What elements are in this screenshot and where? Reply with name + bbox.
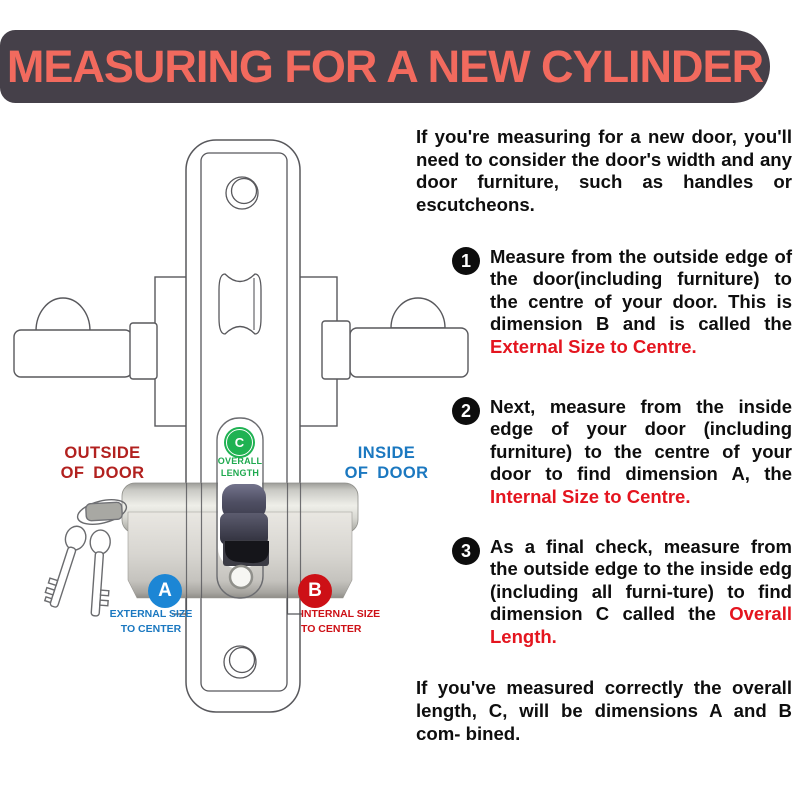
step-2-body: Next, measure from the inside edge of your door (including furniture) to the centre of your door to find dimension A, the (490, 396, 792, 485)
overall-length-line1: OVERALL (217, 456, 263, 466)
left-handle-neck (130, 323, 157, 379)
cylinder-screw-hole (230, 566, 252, 588)
dimension-c-badge (224, 427, 255, 458)
left-handle-hump (36, 298, 90, 331)
external-size-line1: EXTERNAL SIZE (109, 608, 193, 620)
hanging-key-2 (85, 529, 113, 616)
step-2-highlight: Internal Size to Centre. (490, 485, 691, 507)
external-size-label (98, 607, 204, 636)
step-2-number-badge: 2 (452, 397, 480, 425)
overall-length-label (216, 456, 264, 479)
bottom-screw-hole (224, 646, 256, 678)
step-3-body: As a final check, measure from the outside edge to the inside edg (including all furni-ture) to find dimension C called the (490, 536, 792, 625)
intro-paragraph: If you're measuring for a new door, you'll need to consider the door's width and any door furniture, such as handles or escutcheons. (416, 126, 792, 215)
step-1-number-badge: 1 (452, 247, 480, 275)
external-size-line2: TO CENTER (120, 622, 182, 635)
thumbturn-knob (219, 274, 261, 334)
right-handle-grip (350, 328, 468, 377)
dimension-b-badge: B (298, 574, 332, 608)
step-1-highlight: External Size to Centre. (490, 335, 697, 357)
step-1-body: Measure from the outside edge of the door(including furniture) to the centre of your door. This is dimension B and is called the (490, 246, 792, 335)
outside-label-line1: OUTSIDE (64, 444, 141, 462)
inside-label-line2: OF DOOR (344, 463, 429, 482)
cylinder-cam (220, 484, 269, 566)
conclusion-paragraph: If you've measured correctly the overall length, C, will be dimensions A and B com- bined. (416, 677, 792, 744)
dimension-c-letter: C (226, 429, 253, 456)
dimension-a-badge: A (148, 574, 182, 608)
hanging-key-1 (42, 523, 89, 610)
overall-length-line2: LENGTH (220, 467, 260, 478)
internal-size-line2: TO CENTER (301, 622, 362, 635)
inside-label-line1: INSIDE (357, 444, 416, 462)
internal-size-line1: INTERNAL SIZE (301, 608, 381, 620)
right-handle-hump (391, 298, 445, 328)
step-3-highlight: Overall Length. (490, 603, 792, 647)
page-title: MEASURING FOR A NEW CYLINDER (6, 40, 764, 92)
left-handle (14, 298, 157, 379)
internal-size-label (301, 607, 411, 636)
keys (42, 495, 129, 616)
step-3-number-badge: 3 (452, 537, 480, 565)
top-screw-hole (226, 177, 258, 209)
right-handle-neck (322, 321, 350, 379)
inserted-key-bow (86, 502, 123, 521)
right-handle (322, 298, 468, 379)
left-handle-grip (14, 330, 132, 377)
outside-label-line2: OF DOOR (60, 463, 145, 482)
